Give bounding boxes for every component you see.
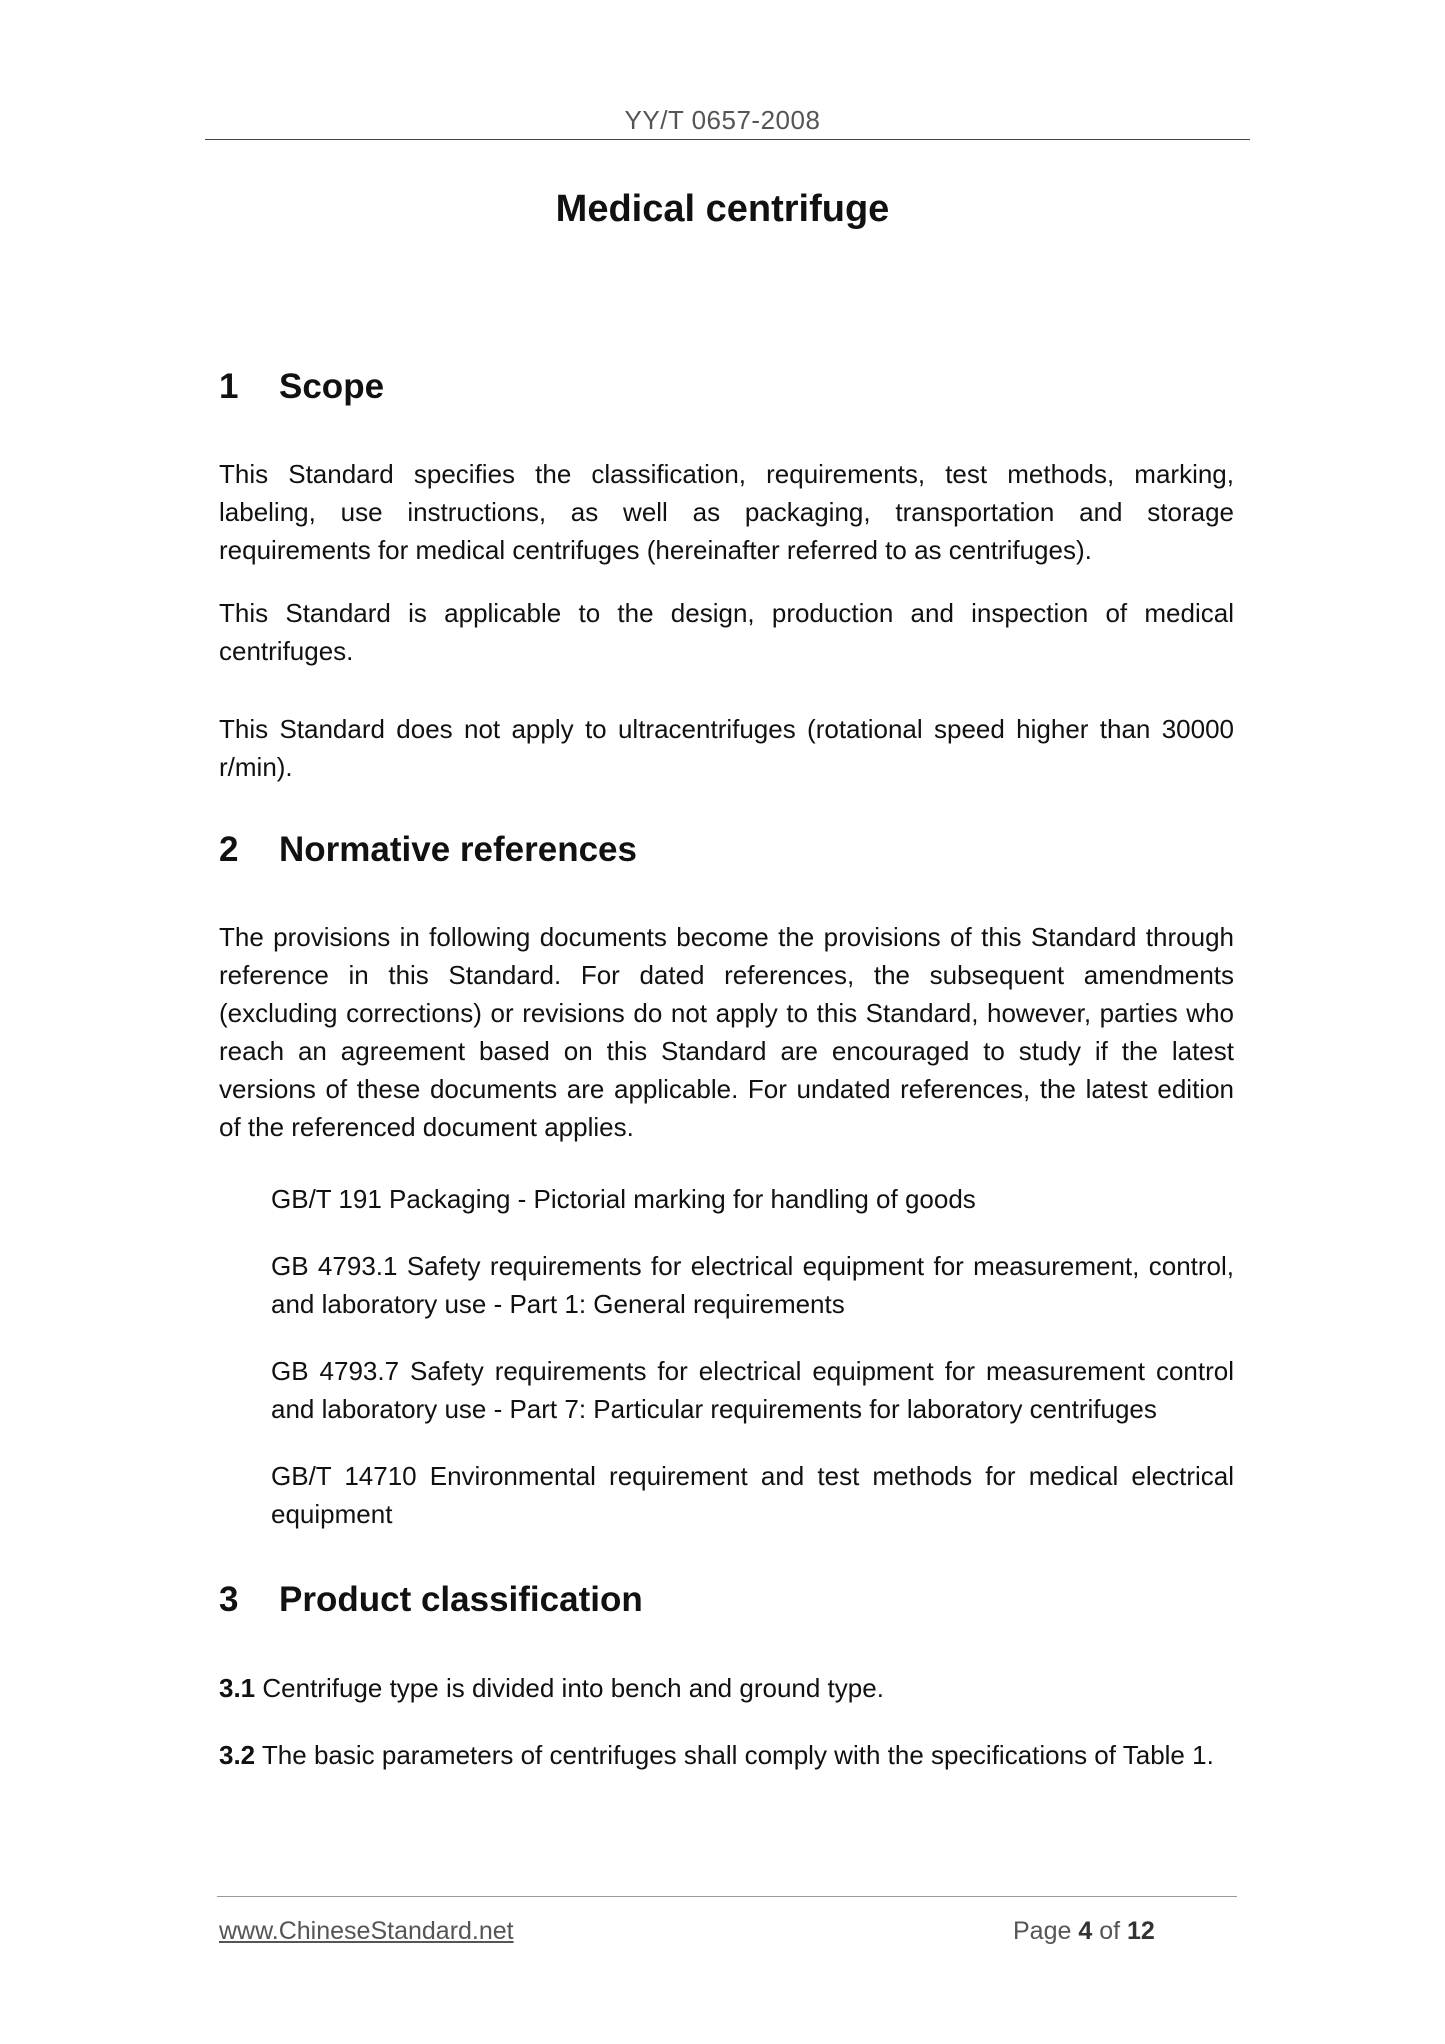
normative-references-paragraph: The provisions in following documents become the provisions of this Standard through reference in this Standard. For dated references, the subsequent amendments (excluding corrections) or revisions do not apply to this Standard, however, parties who reach an agreement based on this Standard are encouraged to study if the latest versions of these documents are applicable. For undated references, the latest edition of the referenced document applies. — [219, 922, 1234, 1142]
section-number: 1 — [219, 367, 239, 406]
section-number: 2 — [219, 830, 239, 869]
footer-divider — [217, 1896, 1237, 1897]
scope-paragraph: This Standard specifies the classification, requirements, test methods, marking, labeling, use instructions, as well as packaging, transportation and storage requirements for medical centrifuges (hereinafter referred to as centrifuges). — [219, 459, 1234, 565]
page-counter — [1013, 1917, 1155, 1946]
clause-text: Centrifuge type is divided into bench and ground type. — [262, 1673, 884, 1703]
reference-item: GB/T 14710 Environmental requirement and test methods for medical electrical equipment — [271, 1461, 1234, 1529]
header-divider — [205, 139, 1250, 140]
document-title: Medical centrifuge — [555, 188, 890, 230]
website-link[interactable]: www.ChineseStandard.net — [219, 1917, 514, 1945]
page-total: 12 — [1127, 1917, 1155, 1945]
section-heading-normative-references — [219, 830, 637, 870]
page-of: of — [1099, 1917, 1121, 1945]
reference-item: GB/T 191 Packaging - Pictorial marking for handling of goods — [271, 1184, 976, 1214]
clause-text: The basic parameters of centrifuges shall comply with the specifications of Table 1. — [261, 1740, 1214, 1770]
document-code-header: YY/T 0657-2008 — [624, 105, 821, 135]
clause-3-1 — [219, 1669, 1234, 1707]
page-current: 4 — [1078, 1917, 1093, 1945]
section-title: Product classification — [279, 1580, 643, 1619]
scope-paragraph: This Standard is applicable to the design, production and inspection of medical centrifuges. — [219, 598, 1234, 666]
clause-number: 3.2 — [219, 1740, 256, 1770]
clause-3-2 — [219, 1736, 1234, 1774]
reference-item: GB 4793.7 Safety requirements for electrical equipment for measurement control and laboratory use - Part 7: Particular requirements for laboratory centrifuges — [271, 1356, 1234, 1424]
section-heading-scope — [219, 367, 384, 407]
section-number: 3 — [219, 1580, 239, 1619]
section-title: Normative references — [279, 830, 637, 869]
reference-item: GB 4793.1 Safety requirements for electrical equipment for measurement, control, and laboratory use - Part 1: General requirements — [271, 1251, 1234, 1319]
page-prefix: Page — [1013, 1917, 1072, 1945]
clause-number: 3.1 — [219, 1673, 256, 1703]
section-heading-product-classification — [219, 1580, 643, 1620]
section-title: Scope — [279, 367, 385, 406]
scope-paragraph: This Standard does not apply to ultracentrifuges (rotational speed higher than 30000 r/min). — [219, 714, 1234, 782]
